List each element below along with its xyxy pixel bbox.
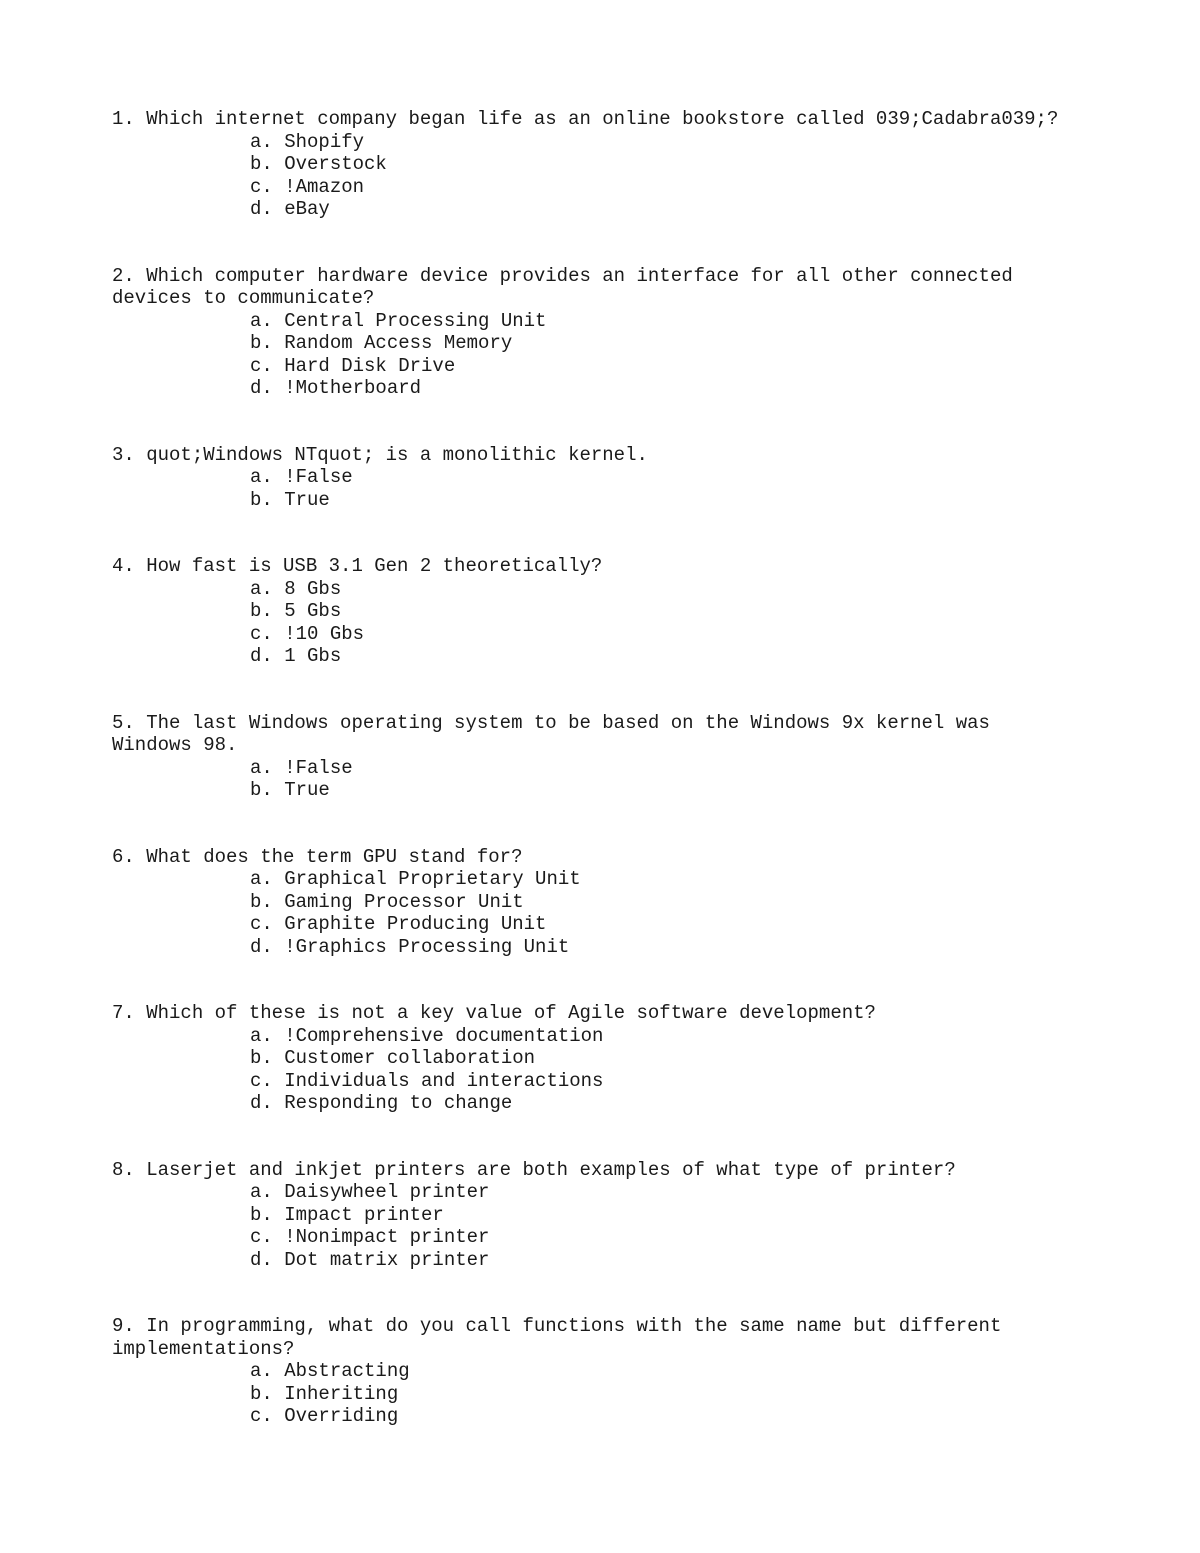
answer-option: c. Overriding: [250, 1405, 399, 1427]
answer-option: d. 1 Gbs: [250, 645, 342, 667]
answer-options: [112, 1360, 1072, 1428]
answer-options: [112, 1025, 1072, 1115]
question-text: 9. In programming, what do you call functions with the same name but different implementations?: [112, 1315, 1013, 1360]
answer-option: b. Customer collaboration: [250, 1047, 536, 1069]
answer-option: d. !Graphics Processing Unit: [250, 935, 570, 958]
answer-option: b. Impact printer: [250, 1203, 444, 1226]
question-text: 6. What does the term GPU stand for?: [112, 845, 523, 868]
answer-options: [112, 131, 1072, 221]
question-8: [112, 1159, 1072, 1272]
question-text: 3. quot;Windows NTquot; is a monolithic kernel.: [112, 443, 648, 466]
answer-option: b. Random Access Memory: [250, 332, 513, 354]
answer-options: [112, 310, 1072, 400]
question-7: [112, 1002, 1072, 1115]
answer-option: b. Gaming Processor Unit: [250, 890, 524, 913]
answer-option: c. Hard Disk Drive: [250, 354, 456, 377]
question-text: 7. Which of these is not a key value of Agile software development?: [112, 1002, 876, 1024]
answer-option: d. Responding to change: [250, 1092, 513, 1114]
answer-option: a. Shopify: [250, 130, 365, 153]
quiz-page: [112, 108, 1072, 1428]
answer-option: a. Central Processing Unit: [250, 309, 547, 332]
question-text: 5. The last Windows operating system to be based on the Windows 9x kernel was Windows 98.: [112, 711, 1002, 756]
question-4: [112, 555, 1072, 668]
answer-option: a. Graphical Proprietary Unit: [250, 868, 581, 890]
answer-option: d. !Motherboard: [250, 377, 422, 399]
answer-option: c. !10 Gbs: [250, 622, 365, 645]
question-6: [112, 846, 1072, 959]
answer-option: c. Graphite Producing Unit: [250, 913, 547, 935]
question-1: [112, 108, 1072, 221]
answer-option: a. Daisywheel printer: [250, 1181, 490, 1203]
answer-option: b. 5 Gbs: [250, 600, 342, 622]
answer-option: b. Inheriting: [250, 1382, 399, 1405]
answer-option: a. 8 Gbs: [250, 577, 342, 600]
answer-option: a. Abstracting: [250, 1360, 410, 1382]
answer-option: d. eBay: [250, 198, 330, 220]
question-text: 8. Laserjet and inkjet printers are both examples of what type of printer?: [112, 1158, 956, 1181]
question-5: [112, 712, 1072, 802]
question-9: [112, 1315, 1072, 1428]
question-text: 4. How fast is USB 3.1 Gen 2 theoretically?: [112, 555, 603, 577]
answer-options: [112, 868, 1072, 958]
question-3: [112, 444, 1072, 512]
answer-option: c. !Nonimpact printer: [250, 1226, 490, 1248]
answer-options: [112, 578, 1072, 668]
answer-options: [112, 466, 1072, 511]
answer-options: [112, 757, 1072, 802]
question-text: 2. Which computer hardware device provides an interface for all other connected devices to communicate?: [112, 264, 1025, 309]
answer-option: c. !Amazon: [250, 175, 365, 198]
answer-option: a. !False: [250, 756, 353, 779]
question-text: 1. Which internet company began life as an online bookstore called 039;Cadabra039;?: [112, 108, 1059, 130]
answer-option: b. True: [250, 488, 330, 511]
answer-option: b. True: [250, 779, 330, 801]
answer-option: a. !Comprehensive documentation: [250, 1024, 604, 1047]
question-2: [112, 265, 1072, 400]
answer-option: a. !False: [250, 466, 353, 488]
answer-option: b. Overstock: [250, 153, 387, 175]
answer-options: [112, 1181, 1072, 1271]
answer-option: c. Individuals and interactions: [250, 1069, 604, 1092]
answer-option: d. Dot matrix printer: [250, 1248, 490, 1271]
